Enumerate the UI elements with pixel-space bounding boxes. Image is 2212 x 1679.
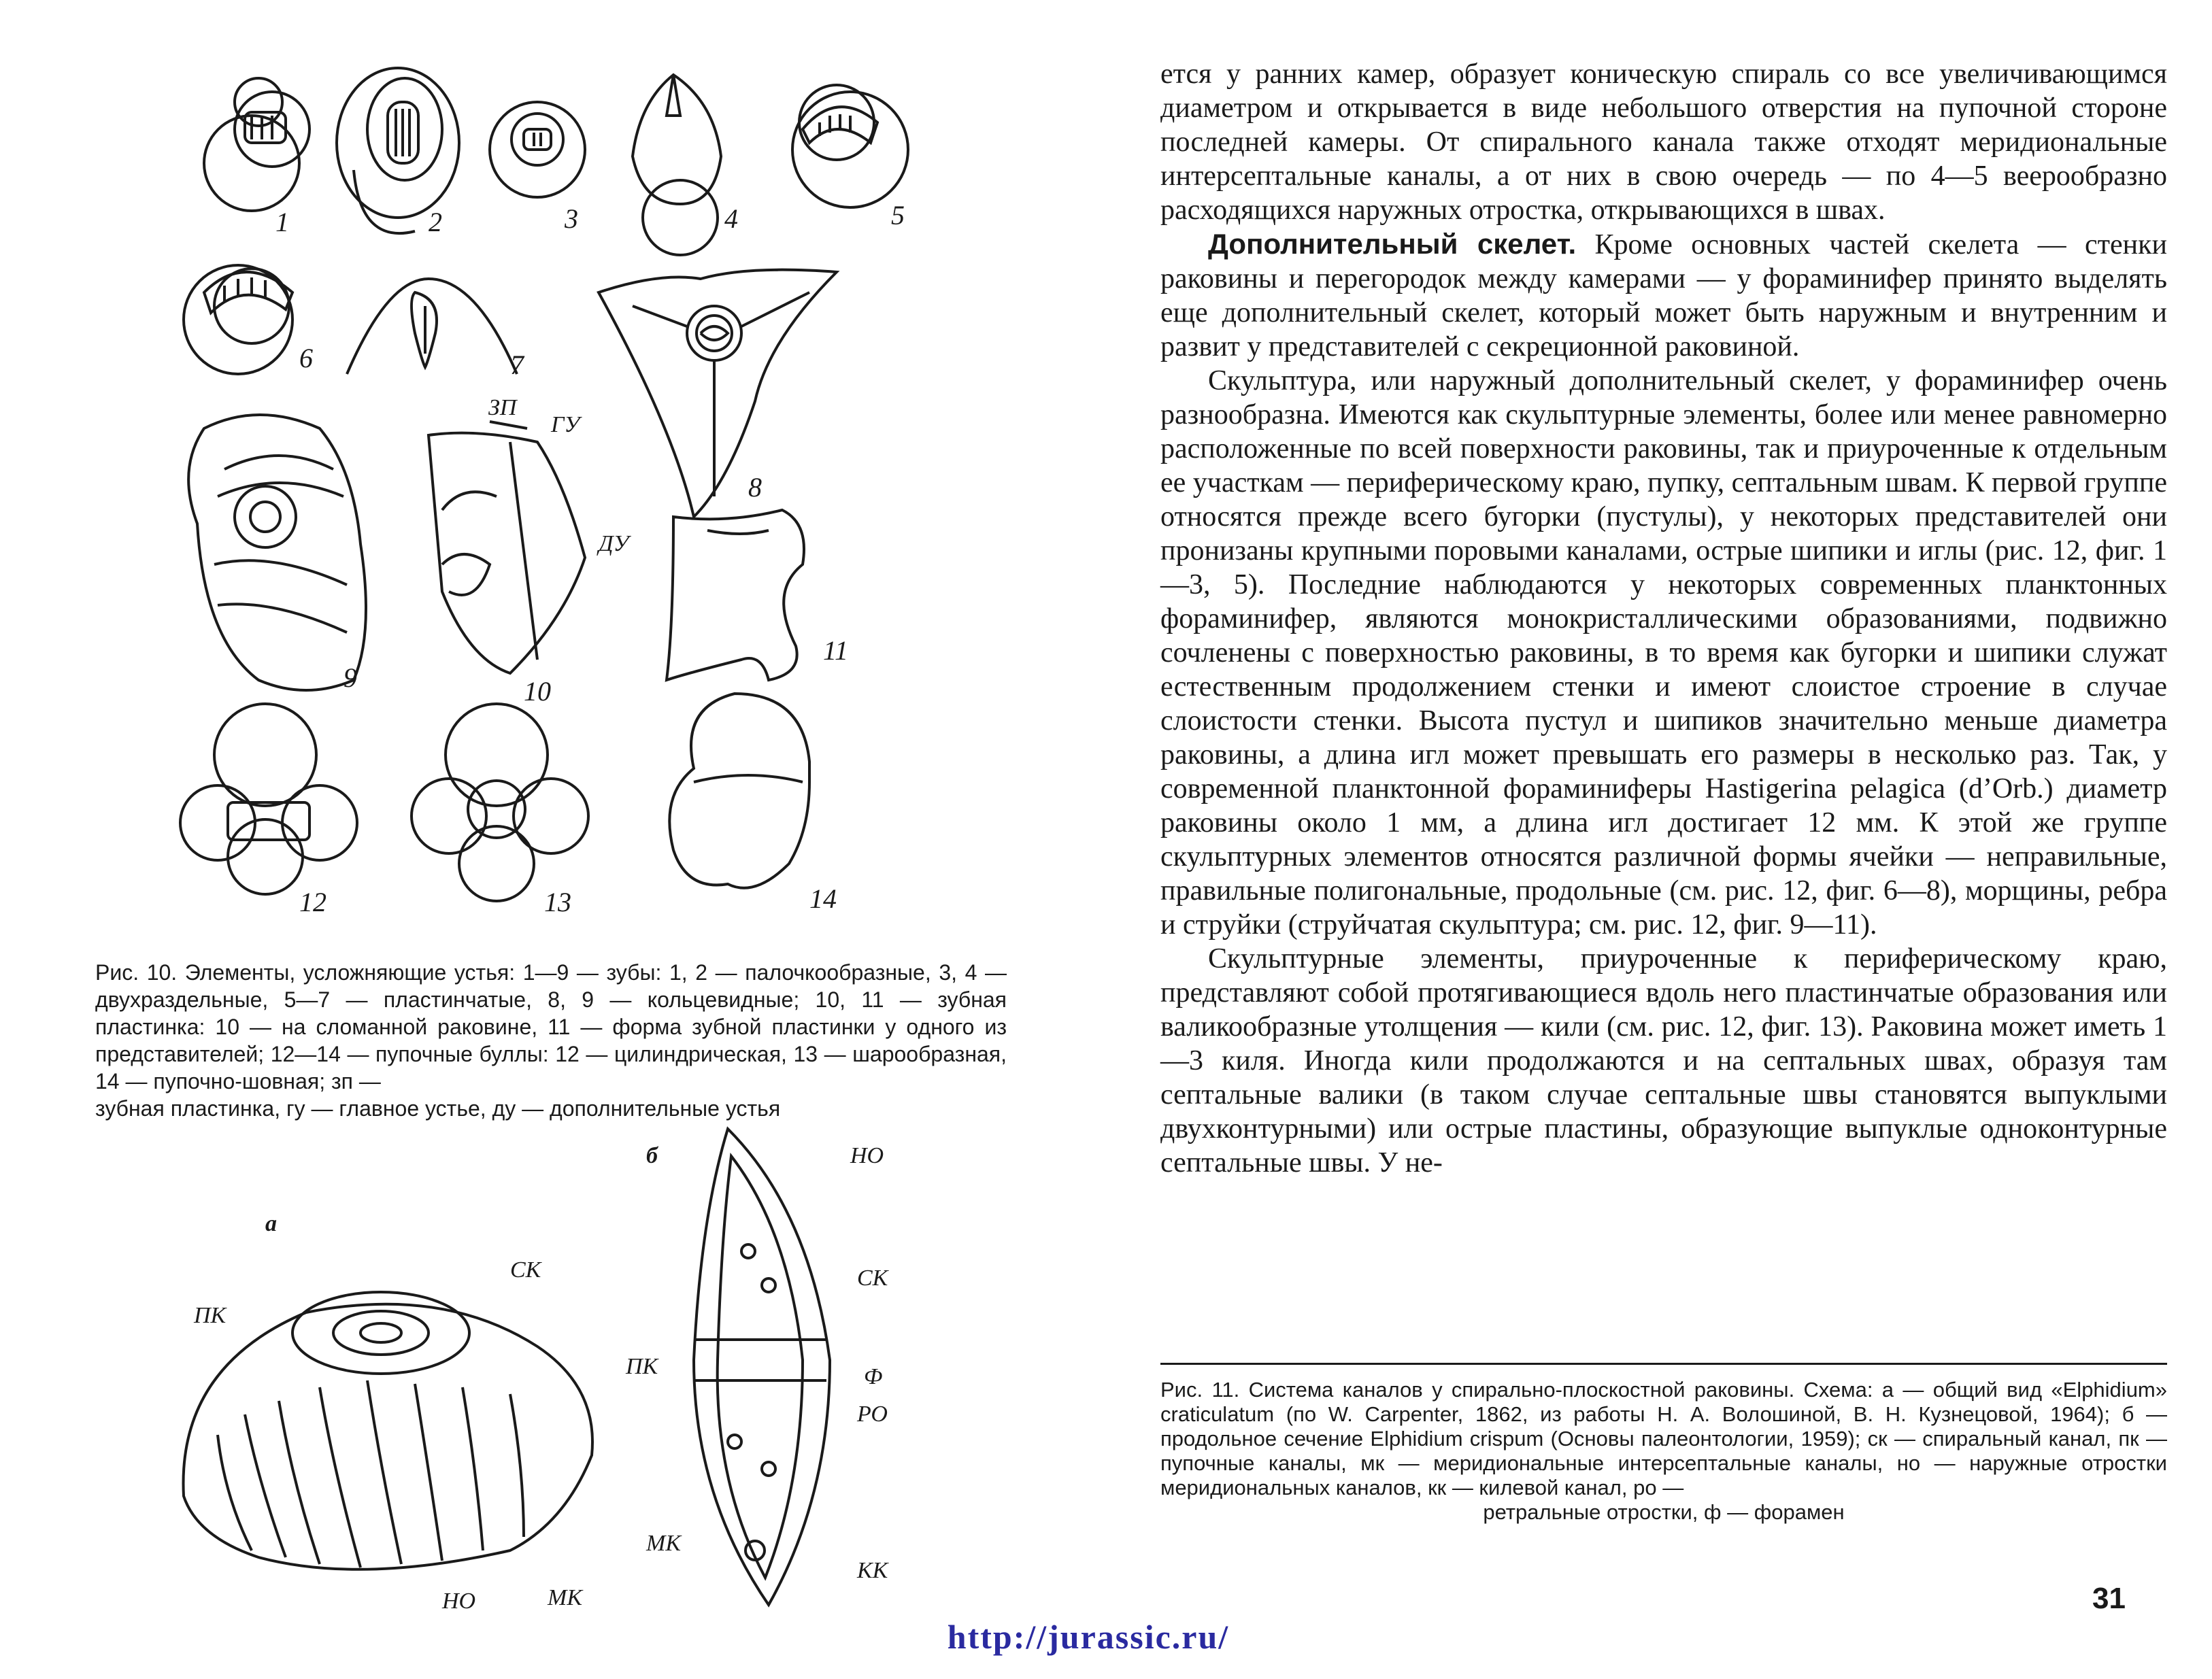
right-page: [1106, 0, 2212, 1679]
paragraph-3: Скульптура, или наружный дополнительный скелет, у фораминифер очень разнообразна. Имеются как скульптурные элементы, более или менее равномерно расположенные по всей поверхности раковины, так и приуроченные к отдельным ее участкам — периферическому краю, пупку, септальным швам. К первой группе относятся прежде всего бугорки (пустулы), у некоторых представителей они пронизаны крупными поровыми каналами, острые шипики и иглы (рис. 12, фиг. 1—3, 5). Последние наблюдаются у некоторых современных планктонных фораминифер, являются монокристаллическими образованиями, подвижно сочленены с поверхностью раковины, в то время как бугорки и шипики служат естественным продолжением стенки и имеют слоистое строение в случае слоистости стенки. Высота пустул и шипиков значительно меньше диаметра раковины, а длина игл может превышать его размеры в несколько раз. Так, у современной планктонной фораминиферы Hastigerina pelagica (d’Orb.) диаметр раковины около 1 мм, а длина игл достигает 12 мм. К этой же группе скульптурных элементов относятся различной формы ячейки — неправильные, правильные полигональные, продольные (см. рис. 12, фиг. 6—8), морщины, ребра и струйки (струйчатая скульптура; см. рис. 12, фиг. 9—11).: [1160, 365, 2167, 940]
fig10-label-2: 2: [429, 207, 442, 237]
fig10-label-5: 5: [891, 200, 905, 231]
fig11-a-label-sk: СК: [510, 1257, 541, 1283]
figure-11-caption: [1160, 1378, 2167, 1525]
caption-divider: [1160, 1363, 2167, 1365]
paragraph-4: Скульптурные элементы, приуроченные к периферическому краю, представляют собой протягивающиеся вдоль него пластинчатые образования или валикообразные утолщения — кили (см. рис. 12, фиг. 13). Раковина может иметь 1—3 киля. Иногда кили продолжаются и на септальных швах, образуя там септальные валики (в таком случае септальные швы становятся выпуклыми двухконтурными) или острые пластины, образующие выпуклые одноконтурные септальные швы. У не-: [1160, 943, 2167, 1178]
fig10-label-14: 14: [809, 883, 837, 914]
fig10-label-9: 9: [343, 662, 357, 693]
fig10-item-11-drawing: [667, 510, 804, 680]
fig10-item-5-drawing: [792, 85, 908, 207]
fig10-item-12-drawing: [180, 704, 357, 894]
fig10-label-11: 11: [823, 635, 849, 666]
fig11-part-a-drawing: [184, 1292, 593, 1570]
fig10-item-3-drawing: [490, 102, 585, 197]
fig11-part-b-drawing: [694, 1129, 830, 1605]
fig10-item-4-drawing: [633, 75, 721, 255]
fig10-label-3: 3: [565, 203, 578, 234]
fig11-b-label-f: Ф: [864, 1364, 883, 1389]
fig10-item-10-drawing: [429, 422, 585, 673]
fig10-label-6: 6: [299, 343, 313, 373]
fig11-a-label-no: НО: [442, 1589, 476, 1614]
fig10-label-13: 13: [544, 887, 571, 917]
fig10-label-4: 4: [724, 203, 738, 234]
fig10-label-1: 1: [275, 207, 289, 237]
fig11-a-label-mk: МК: [548, 1585, 582, 1610]
fig10-annotation-du: ДУ: [599, 531, 629, 556]
fig10-item-8-drawing: [599, 270, 837, 517]
fig10-annotation-zp: ЗП: [488, 395, 517, 420]
figure-11-illustration: [156, 1115, 973, 1632]
paragraph-2-text: Кроме основных частей скелета — стенки раковины и перегородок между камерами — у фораминифер принято выделять еще дополнительный скелет, который может быть наружным и внутренним и развит у представителей с секреционной раковиной.: [1160, 229, 2167, 362]
page-number: 31: [2092, 1582, 2126, 1615]
fig10-item-13-drawing: [412, 704, 588, 901]
fig10-label-8: 8: [748, 472, 762, 503]
fig11-part-b-label: б: [646, 1143, 658, 1168]
fig11-part-a-label: а: [265, 1211, 277, 1236]
fig11-b-label-pk: ПК: [626, 1354, 658, 1379]
fig11-b-label-kk: КК: [857, 1558, 888, 1583]
figure-11-drawings: [156, 1115, 973, 1632]
fig10-annotation-gu: ГУ: [551, 412, 580, 437]
figure-10-caption-text: Рис. 10. Элементы, усложняющие устья: 1—9 — зубы: 1, 2 — палочкообразные, 3, 4 — двухраздельные, 5—7 — пластинчатые, 8, 9 — кольцевидные; 10, 11 — зубная пластинка: 10 — на сломанной раковине, 11 — форма зубной пластинки у одного из представителей; 12—14 — пупочные буллы: 12 — цилиндрическая, 13 — шарообразная, 14 — пупочно-шовная; зп —: [95, 960, 1007, 1093]
fig11-b-label-no: НО: [850, 1143, 884, 1168]
fig10-label-7: 7: [510, 350, 524, 380]
footer-url-link[interactable]: http://jurassic.ru/: [947, 1618, 1230, 1656]
paragraph-2-heading: Дополнительный скелет.: [1208, 228, 1577, 260]
figure-10-drawings: [156, 48, 945, 932]
fig10-label-12: 12: [299, 887, 326, 917]
fig10-item-14-drawing: [669, 694, 809, 888]
paragraph-2: [1160, 227, 2167, 364]
fig10-item-1-drawing: [204, 78, 309, 211]
fig10-item-9-drawing: [188, 415, 366, 690]
fig11-b-label-sk: СК: [857, 1266, 888, 1291]
body-text: [1160, 57, 2167, 1180]
fig11-b-label-ro: РО: [857, 1402, 888, 1427]
figure-10-caption: [95, 959, 1007, 1122]
figure-11-caption-last-line: ретральные отростки, ф — форамен: [1483, 1500, 1845, 1524]
paragraph-1: ется у ранних камер, образует коническую спираль со все увеличивающимся диаметром и открывается в виде небольшого отверстия на пупочной стороне последней камеры. От спирального канала также отходят меридиональные интерсептальные каналы, а от них в свою очередь — по 4—5 веерообразно расходящихся наружных отростка, открывающихся в швах.: [1160, 58, 2167, 226]
fig11-b-label-mk: МК: [646, 1531, 681, 1556]
figure-10-caption-last-line: зубная пластинка, гу — главное устье, ду — дополнительные устья: [95, 1096, 781, 1121]
fig10-item-6-drawing: [184, 265, 292, 374]
fig10-label-10: 10: [524, 676, 551, 707]
figure-11-caption-text: Рис. 11. Система каналов у спирально-плоскостной раковины. Схема: а — общий вид «Elphidium» craticulatum (по W. Carpenter, 1862, из работы Н. А. Волошиной, В. Н. Кузнецовой, 1964); б — продольное сечение Elphidium crispum (Основы палеонтологии, 1959); ск — спиральный канал, пк — пупочные каналы, мк — меридиональные интерсептальные каналы, но — наружные отростки меридиональных каналов, кк — килевой канал, ро —: [1160, 1378, 2167, 1499]
fig10-item-7-drawing: [347, 279, 517, 374]
fig11-a-label-pk: ПК: [194, 1303, 227, 1328]
figure-10-illustration: [156, 48, 945, 932]
